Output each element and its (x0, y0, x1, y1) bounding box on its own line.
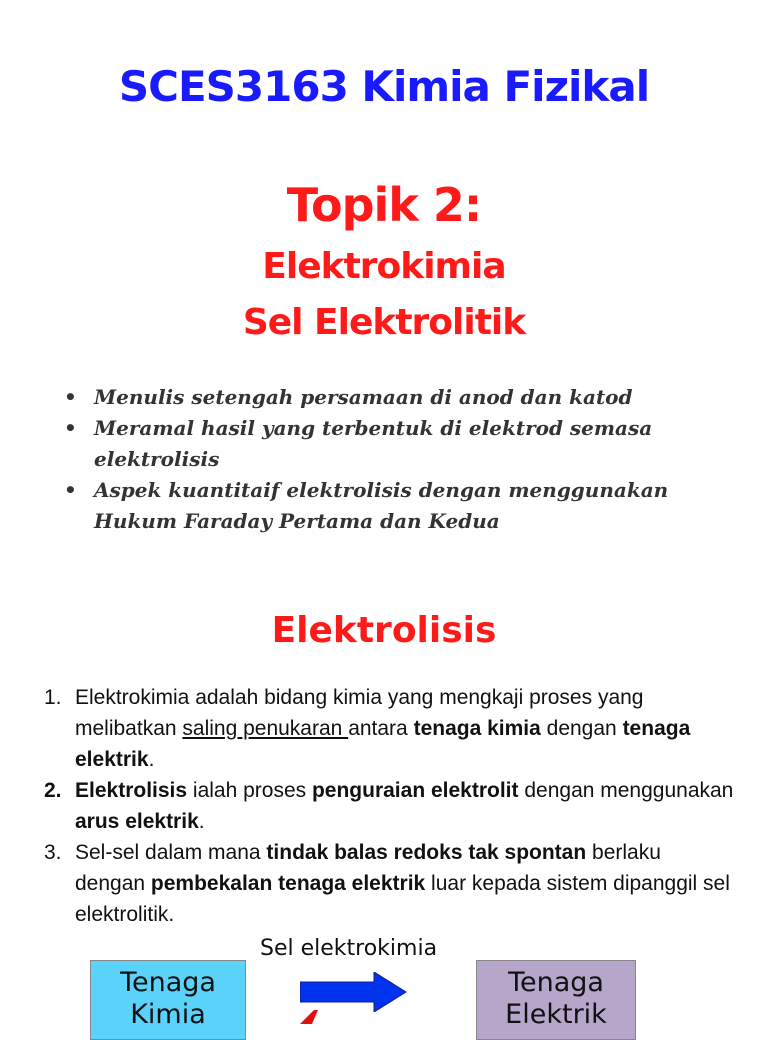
definition-item (44, 837, 734, 930)
key-term: tindak balas redoks tak spontan (266, 841, 587, 864)
objective-item (62, 475, 732, 537)
key-term: arus elektrik (75, 810, 199, 833)
definition-item (44, 775, 734, 837)
definitions-list (44, 682, 734, 930)
bullet-icon: • (64, 478, 77, 502)
text-run: . (148, 748, 155, 771)
subtopic-electrolytic-cell: Sel Elektrolitik (242, 302, 526, 343)
box-label-line: Tenaga (120, 967, 216, 998)
objective-text: Menulis setengah persamaan di anod dan katod (94, 385, 633, 409)
key-term: tenaga elektrik (75, 717, 691, 771)
chemical-energy-box (90, 960, 246, 1040)
objectives-list (62, 382, 732, 537)
objective-item (62, 413, 732, 475)
underlined-term: saling penukaran (182, 717, 349, 740)
item-number: 1. (44, 686, 62, 709)
objective-item (62, 382, 732, 413)
text-run: ialah proses (187, 779, 312, 802)
electrolysis-slide (0, 560, 768, 1030)
electrical-energy-box (476, 960, 636, 1040)
text-run: . (198, 810, 205, 833)
text-run: Elektrokimia adalah bidang kimia yang mengkaji proses yang melibatkan (75, 686, 644, 740)
box-label-line: Tenaga (508, 967, 604, 998)
course-title: SCES3163 Kimia Fizikal (118, 62, 650, 111)
objective-text: Aspek kuantitaif elektrolisis dengan menggunakan Hukum Faraday Pertama dan Kedua (94, 478, 669, 533)
section-title: Elektrolisis (271, 610, 497, 651)
key-term: pembekalan tenaga elektrik (150, 872, 426, 895)
definition-item (44, 682, 734, 775)
key-term: Elektrolisis (75, 779, 188, 802)
text-run: berlaku dengan (75, 841, 661, 895)
text-run: antara (348, 717, 414, 740)
bullet-icon: • (64, 416, 77, 440)
text-run: dengan menggunakan (518, 779, 734, 802)
key-term: tenaga kimia (413, 717, 541, 740)
text-run: Sel-sel dalam mana (75, 841, 267, 864)
objective-text: Meramal hasil yang terbentuk di elektrod semasa elektrolisis (94, 416, 653, 471)
item-number: 3. (44, 841, 62, 864)
text-run: luar kepada sistem dipanggil sel elektrolitik. (75, 872, 730, 926)
topic-title: Topik 2: (286, 178, 482, 232)
diagram-label: Sel elektrokimia (260, 936, 438, 961)
key-term: penguraian elektrolit (311, 779, 519, 802)
subtopic-electrochemistry: Elektrokimia (262, 246, 506, 287)
arrow-right-icon (300, 972, 408, 1012)
bullet-icon: • (64, 385, 77, 409)
box-label-line: Elektrik (505, 999, 607, 1030)
arrow-left-icon (300, 1010, 330, 1024)
box-label-line: Kimia (130, 999, 206, 1030)
item-number: 2. (44, 779, 62, 802)
text-run: dengan (540, 717, 623, 740)
